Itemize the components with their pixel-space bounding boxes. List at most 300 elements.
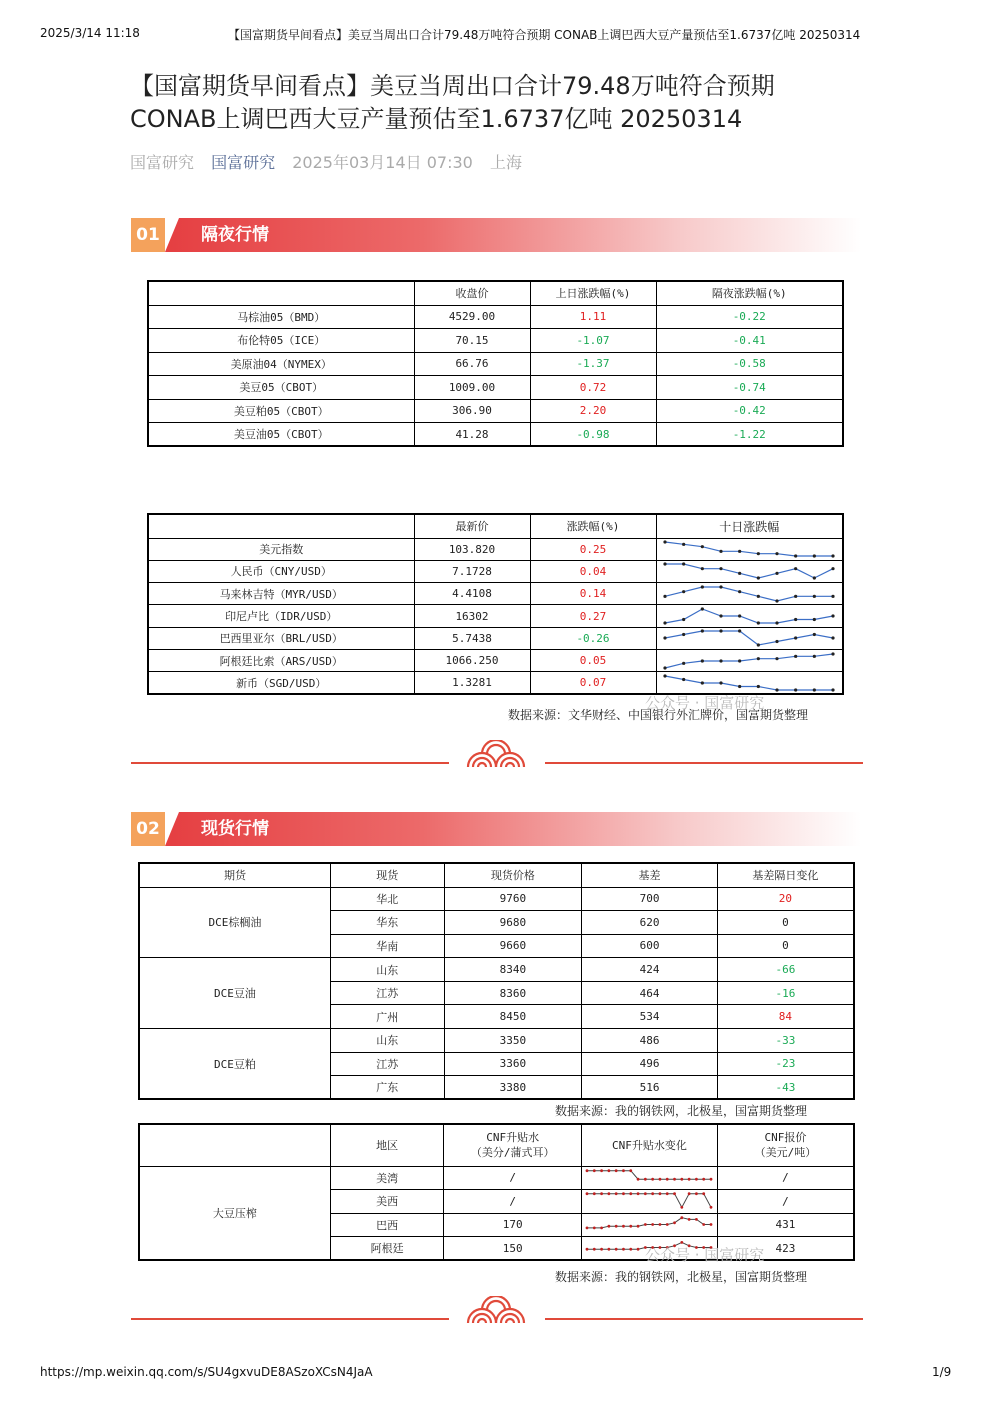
region-cell: 山东 [330,958,444,982]
trend-point [593,1193,596,1196]
sparkline-point [720,568,723,571]
value-cell: 70.15 [414,329,530,353]
value-cell: 306.90 [414,399,530,423]
sparkline-point [832,688,835,691]
sparkline-point [720,681,723,684]
trend-point [666,1178,669,1181]
sparkline [659,539,839,559]
value-cell: 3350 [444,1029,582,1053]
sparkline-point [682,618,685,621]
value-cell: 8450 [444,1005,582,1029]
sparkline-point [682,543,685,546]
sparkline-point [832,637,835,640]
trend-line [587,1218,711,1228]
value-cell: 4529.00 [414,305,530,329]
trend-point [601,1169,604,1172]
value-cell: 66.76 [414,352,530,376]
header-cell [148,281,414,305]
row-label: 马来林吉特（MYR/USD） [148,583,414,605]
value-cell: -33 [717,1029,854,1053]
sparkline-point [664,666,667,669]
trend-sparkline [584,1191,714,1211]
trend-point [615,1225,618,1228]
sparkline-point [701,659,704,662]
sparkline-point [776,640,779,643]
row-label: 新币（SGD/USD） [148,672,414,694]
region-cell: 山东 [330,1029,444,1053]
value-cell: 3360 [444,1052,582,1076]
trend-point [622,1225,625,1228]
sparkline-point [757,594,760,597]
sparkline-point [794,654,797,657]
region-cell: 华北 [330,887,444,911]
sparkline-point [813,688,816,691]
section-number: 01 [131,218,165,252]
sparkline-point [738,572,741,575]
sparkline-cell [656,605,843,627]
trend-point [644,1193,647,1196]
header-cell: 收盘价 [414,281,530,305]
sparkline-point [794,637,797,640]
table-row [148,329,843,353]
trend-point [593,1169,596,1172]
trend-point [681,1206,684,1209]
footer-url[interactable]: https://mp.weixin.qq.com/s/SU4gxvuDE8ASzoXCsN4JaA [40,1365,373,1379]
sparkline-point [701,585,704,588]
sparkline-point [776,657,779,660]
table-row [148,376,843,400]
value-cell: -0.42 [656,399,843,423]
sparkline-point [701,681,704,684]
section-banner-2 [131,812,861,846]
table-row [148,672,843,694]
trend-point [688,1218,691,1221]
region-cell: 华南 [330,934,444,958]
sparkline-point [701,630,704,633]
header-cell: CNF升贴水 （美分/蒲式耳） [444,1124,582,1166]
trend-point [674,1178,677,1181]
trend-point [666,1223,669,1226]
sparkline-point [757,552,760,555]
value-cell: 1066.250 [414,649,530,671]
table-row [139,958,854,982]
header-cell: CNF报价 （美元/吨） [717,1124,854,1166]
sparkline-line [665,654,833,668]
value-cell: 496 [582,1052,718,1076]
sparkline-point [701,545,704,548]
section-number: 02 [131,812,165,846]
sparkline-point [776,552,779,555]
sparkline-point [664,563,667,566]
trend-line [587,1170,711,1179]
trend-point [593,1226,596,1229]
row-label: 布伦特05（ICE） [148,329,414,353]
value-cell: -0.41 [656,329,843,353]
row-label: 美豆油05（CBOT） [148,423,414,447]
table-row [148,560,843,582]
trend-point [608,1169,611,1172]
trend-point [652,1178,655,1181]
sparkline [659,561,839,581]
trend-point [630,1169,633,1172]
cloud-ornament-icon [464,740,528,768]
value-cell: 9660 [444,934,582,958]
trend-point [710,1206,713,1209]
header-cell: CNF升贴水变化 [581,1124,717,1166]
sparkline-point [832,555,835,558]
value-cell: -0.98 [530,423,656,447]
title-line-1: 【国富期货早间看点】美豆当周出口合计79.48万吨符合预期 [130,72,775,100]
value-cell: 20 [717,887,854,911]
sparkline-point [738,659,741,662]
trend-cell [581,1213,717,1237]
value-cell: 700 [582,887,718,911]
trend-cell [581,1166,717,1190]
sparkline-point [664,621,667,624]
trend-point [593,1248,596,1251]
region-cell: 美西 [330,1190,444,1214]
value-cell: 8340 [444,958,582,982]
trend-point [695,1218,698,1221]
value-cell: 5.7438 [414,627,530,649]
fx-table [147,513,844,695]
trend-point [644,1178,647,1181]
sparkline-point [682,563,685,566]
fx-source-note: 数据来源：文华财经、中国银行外汇牌价，国富期货整理 [508,708,809,722]
article-meta [130,150,534,173]
value-cell: / [717,1166,854,1190]
sparkline-point [813,633,816,636]
sparkline-point [794,555,797,558]
trend-point [601,1226,604,1229]
trend-point [586,1226,589,1229]
trend-point [659,1223,662,1226]
sparkline-cell [656,649,843,671]
value-cell: -23 [717,1052,854,1076]
sparkline-point [757,657,760,660]
trend-point [674,1193,677,1196]
row-label: 阿根廷比索（ARS/USD） [148,649,414,671]
sparkline-point [720,614,723,617]
sparkline-point [813,654,816,657]
sparkline-point [794,568,797,571]
row-label: 美豆粕05（CBOT） [148,399,414,423]
sparkline-point [794,688,797,691]
row-label: 巴西里亚尔（BRL/USD） [148,627,414,649]
value-cell: 600 [582,934,718,958]
value-cell: 0.25 [530,538,656,560]
trend-point [630,1248,633,1251]
sparkline-point [701,568,704,571]
sparkline [659,628,839,648]
sparkline-point [664,674,667,677]
value-cell: 516 [582,1076,718,1100]
sparkline-point [682,633,685,636]
trend-point [637,1248,640,1251]
sparkline-point [664,637,667,640]
spot-source-note: 数据来源：我的钢铁网，北极星，国富期货整理 [555,1104,808,1118]
table-row [148,627,843,649]
sparkline-point [832,594,835,597]
header-cell: 十日涨跌幅 [656,514,843,538]
region-cell: 江苏 [330,1052,444,1076]
table-row [148,352,843,376]
value-cell: / [717,1190,854,1214]
trend-cell [581,1190,717,1214]
value-cell: -1.07 [530,329,656,353]
sparkline-point [738,614,741,617]
value-cell: 8360 [444,981,582,1005]
table-row [148,305,843,329]
trend-point [601,1248,604,1251]
sparkline-point [664,541,667,544]
group-label: DCE棕榈油 [139,887,330,958]
sparkline-cell [656,538,843,560]
value-cell: 7.1728 [414,560,530,582]
trend-point [637,1225,640,1228]
value-cell: 0.07 [530,672,656,694]
region-cell: 华东 [330,911,444,935]
trend-point [659,1193,662,1196]
header-cell: 地区 [330,1124,444,1166]
trend-point [622,1248,625,1251]
table-row [148,423,843,447]
sparkline-point [757,577,760,580]
divider-right [545,1318,863,1320]
header-cell [139,1124,330,1166]
header-cell: 期货 [139,863,330,887]
table-row [148,605,843,627]
sparkline-cell [656,583,843,605]
trend-point [586,1248,589,1251]
sparkline-point [701,607,704,610]
section-title: 现货行情 [201,819,269,839]
sparkline-point [682,590,685,593]
header-cell: 隔夜涨跌幅(%) [656,281,843,305]
value-cell: 4.4108 [414,583,530,605]
value-cell: 464 [582,981,718,1005]
trend-point [695,1178,698,1181]
sparkline-line [665,631,833,645]
title-line-2: CONAB上调巴西大豆产量预估至1.6737亿吨 20250314 [130,105,743,133]
sparkline-point [832,568,835,571]
value-cell: 0.72 [530,376,656,400]
trend-point [608,1225,611,1228]
sparkline-point [682,661,685,664]
sparkline-point [738,685,741,688]
header-cell: 最新价 [414,514,530,538]
value-cell: 103.820 [414,538,530,560]
print-doc-title: 【国富期货早间看点】美豆当周出口合计79.48万吨符合预期 CONAB上调巴西大豆产量预估至1.6737亿吨 20250314 [228,28,861,42]
value-cell: 9760 [444,887,582,911]
table-row [139,1029,854,1053]
header-cell [148,514,414,538]
trend-point [652,1193,655,1196]
trend-point [615,1193,618,1196]
trend-point [681,1216,684,1219]
sparkline-point [794,594,797,597]
trend-point [703,1193,706,1196]
value-cell: / [444,1190,582,1214]
group-label: DCE豆油 [139,958,330,1029]
value-cell: 0.05 [530,649,656,671]
trend-point [688,1178,691,1181]
section-title: 隔夜行情 [201,225,269,245]
table-row [148,583,843,605]
value-cell: 486 [582,1029,718,1053]
value-cell: -43 [717,1076,854,1100]
divider-right [545,762,863,764]
page-number: 1/9 [932,1365,952,1379]
value-cell: -1.37 [530,352,656,376]
value-cell: 9680 [444,911,582,935]
value-cell: 1.3281 [414,672,530,694]
overnight-table [147,280,844,447]
trend-line [587,1194,711,1208]
value-cell: / [444,1166,582,1190]
group-label: DCE豆粕 [139,1029,330,1100]
trend-point [637,1178,640,1181]
trend-point [666,1193,669,1196]
table-row [139,1166,854,1190]
table-row [148,649,843,671]
trend-point [659,1178,662,1181]
trend-sparkline [584,1168,714,1188]
sparkline [659,606,839,626]
trend-point [608,1248,611,1251]
trend-point [695,1193,698,1196]
sparkline-point [776,572,779,575]
value-cell: 3380 [444,1076,582,1100]
sparkline-line [665,609,833,623]
value-cell: 423 [717,1237,854,1261]
sparkline [659,651,839,671]
region-cell: 江苏 [330,981,444,1005]
sparkline-point [776,621,779,624]
value-cell: -0.26 [530,627,656,649]
value-cell: 16302 [414,605,530,627]
value-cell: 620 [582,911,718,935]
value-cell: 2.20 [530,399,656,423]
sparkline-point [738,630,741,633]
location: 上海 [489,153,522,172]
trend-point [652,1223,655,1226]
region-cell: 巴西 [330,1213,444,1237]
sparkline [659,673,839,693]
sparkline-point [832,614,835,617]
value-cell: 0.14 [530,583,656,605]
value-cell: 0 [717,911,854,935]
region-cell: 阿根廷 [330,1237,444,1261]
divider-left [131,1318,449,1320]
sparkline-point [757,644,760,647]
spot-table [138,862,855,1100]
header-cell: 基差隔日变化 [717,863,854,887]
trend-point [630,1225,633,1228]
value-cell: 0.04 [530,560,656,582]
row-label: 印尼卢比（IDR/USD） [148,605,414,627]
trend-point [608,1193,611,1196]
watermark: 公众号 · 国富研究 [645,1246,765,1264]
value-cell: -66 [717,958,854,982]
value-cell: -16 [717,981,854,1005]
value-cell: 170 [444,1213,582,1237]
sparkline-point [720,585,723,588]
sparkline-point [813,577,816,580]
value-cell: 424 [582,958,718,982]
sparkline-line [665,587,833,601]
value-cell: 41.28 [414,423,530,447]
article-title [130,70,890,136]
sparkline-point [794,618,797,621]
banner-slant [165,218,179,252]
trend-point [601,1193,604,1196]
value-cell: -0.74 [656,376,843,400]
trend-point [630,1193,633,1196]
value-cell: 0 [717,934,854,958]
sparkline-point [757,685,760,688]
cnf-table [138,1123,855,1261]
divider-left [131,762,449,764]
trend-point [710,1223,713,1226]
value-cell: 1.11 [530,305,656,329]
sparkline-point [832,652,835,655]
header-cell: 上日涨跌幅(%) [530,281,656,305]
sparkline-point [776,599,779,602]
trend-point [681,1178,684,1181]
trend-point [688,1193,691,1196]
region-cell: 广州 [330,1005,444,1029]
account-link[interactable]: 国富研究 [211,153,276,172]
header-cell: 涨跌幅(%) [530,514,656,538]
trend-sparkline [584,1215,714,1235]
watermark: 公众号 · 国富研究 [645,694,765,712]
trend-point [615,1248,618,1251]
sparkline-line [665,564,833,578]
row-label: 美原油04（NYMEX） [148,352,414,376]
sparkline-point [813,555,816,558]
sparkline-cell [656,560,843,582]
print-datetime: 2025/3/14 11:18 [40,26,140,40]
value-cell: 84 [717,1005,854,1029]
value-cell: -0.22 [656,305,843,329]
trend-point [622,1169,625,1172]
cloud-ornament-icon [464,1296,528,1324]
trend-point [703,1178,706,1181]
trend-point [637,1193,640,1196]
author: 国富研究 [130,153,195,172]
row-label: 马棕油05（BMD） [148,305,414,329]
value-cell: 534 [582,1005,718,1029]
sparkline-point [720,550,723,553]
trend-point [674,1221,677,1224]
sparkline-point [682,678,685,681]
sparkline-point [757,621,760,624]
sparkline-line [665,676,833,690]
sparkline-point [720,630,723,633]
sparkline-point [738,590,741,593]
table-row [148,399,843,423]
sparkline-point [776,688,779,691]
header-cell: 现货 [330,863,444,887]
sparkline-line [665,542,833,556]
row-label: 美豆05（CBOT） [148,376,414,400]
value-cell: -1.22 [656,423,843,447]
row-label: 美元指数 [148,538,414,560]
trend-point [586,1193,589,1196]
trend-point [622,1193,625,1196]
region-cell: 美湾 [330,1166,444,1190]
